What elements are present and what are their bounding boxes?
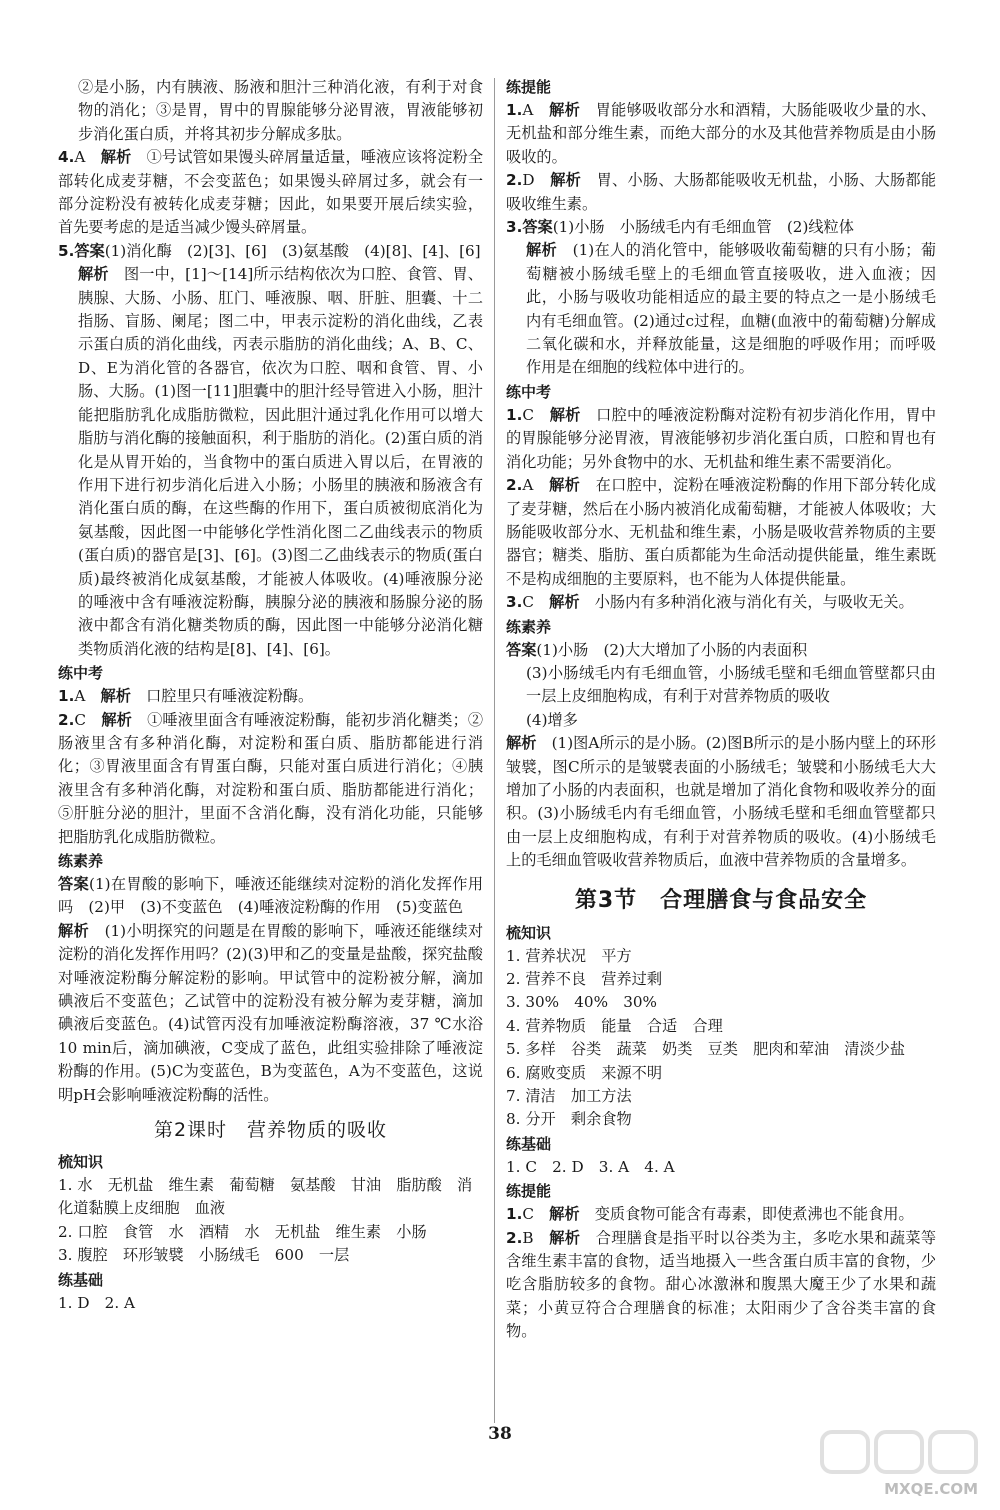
knowledge-right-7: 7. 清洁 加工方法 <box>506 1087 632 1106</box>
question-5: 5.答案(1)消化酶 (2)[3]、[6] (3)氨基酸 (4)[8]、[4]、[6] <box>58 241 481 260</box>
ability-right-question-1: 1.C 解析 变质食物可能含有毒素，即使煮沸也不能食用。 <box>506 1205 914 1224</box>
literacy-right-answer-4: (4)增多 <box>526 710 578 729</box>
exam-right-question-3: 3.C 解析 小肠内有多种消化液与消化有关，与吸收无关。 <box>506 593 914 612</box>
knowledge-right-4: 4. 营养物质 能量 合适 合理 <box>506 1016 723 1035</box>
question-5-analysis: 解析 图一中，[1]～[14]所示结构依次为口腔、食管、胃、胰腺、大肠、小肠、肛门、唾液腺、咽、肝脏、胆囊、十二指肠、盲肠、阑尾；图二中，甲表示淀粉的消化曲线，乙表示蛋白质的消化曲线，丙表示脂肪的消化曲线；A、B、C、D、E为消化管的各器官，依次为口腔、咽和食管、胃、小肠、大肠。(1)图一[11]胆囊中的胆汁经导管进入小肠，胆汁能把脂肪乳化成脂肪微粒，因此胆汁通过乳化作用可以增大脂肪与消化酶的接触面积，利于脂肪的消化。(2)蛋白质的消化是从胃开始的，当食物中的蛋白质进入胃以后，在胃液的作用下进行初步消化后进入小肠；小肠里的胰液和肠液含有消化蛋白质的酶，在这些酶的作用下，蛋白质被彻底消化为氨基酸，因此图一中能够化学性消化图二乙曲线表示的物质(蛋白质)的器官是[3]、[6]。(3)图二乙曲线表示的物质(蛋白质)最终被消化成氨基酸，才能被人体吸收。(4)唾液腺分泌的唾液中含有唾液淀粉酶，胰腺分泌的胰液和肠腺分泌的肠液中都含有消化糖类物质的酶，因此图一中能够分泌消化糖类物质消化液的结构是[8]、[4]、[6]。 <box>78 265 483 658</box>
ability-right-question-2: 2.B 解析 合理膳食是指平时以谷类为主，多吃水果和蔬菜等含维生素丰富的食物，适当地摄入一些含蛋白质丰富的食物，少吃含脂肪较多的食物。甜心冰激淋和腹黑大魔王少了水果和蔬菜；小黄豆符合合理膳食的标准；太阳雨少了含谷类丰富的食物。 <box>506 1228 937 1341</box>
subheading-basics: 练基础 <box>58 1270 104 1289</box>
subheading-knowledge-right: 梳知识 <box>506 923 552 942</box>
knowledge-right-8: 8. 分开 剩余食物 <box>506 1110 632 1129</box>
right-column <box>506 76 936 1344</box>
knowledge-item-1: 1. 水 无机盐 维生素 葡萄糖 氨基酸 甘油 脂肪酸 消化道黏膜上皮细胞 血液 <box>58 1176 473 1218</box>
knowledge-right-6: 6. 腐败变质 来源不明 <box>506 1063 663 1082</box>
subheading-literacy-practice: 练素养 <box>58 852 104 870</box>
ability-question-3-analysis: 解析 (1)在人的消化管中，能够吸收葡萄糖的只有小肠；葡萄糖被小肠绒毛壁上的毛细血管直接吸收，进入血液；因此，小肠与吸收功能相适应的最主要的特点之一是小肠绒毛内有毛细血管。(2)通过c过程，血糖(血液中的葡萄糖)分解成二氧化碳和水，并释放能量，这是细胞的呼吸作用；而呼吸作用是在细胞的线粒体中进行的。 <box>526 241 937 377</box>
subheading-ability-right-2: 练提能 <box>506 1182 552 1201</box>
literacy-answer: 答案(1)在胃酸的影响下，唾液还能继续对淀粉的消化发挥作用吗 (2)甲 (3)不变蓝色 (4)唾液淀粉酶的作用 (5)变蓝色 <box>58 875 484 917</box>
subheading-ability: 练提能 <box>506 78 552 96</box>
exam-question-2: 2.C 解析 ①唾液里面含有唾液淀粉酶，能初步消化糖类；②肠液里含有多种消化酶，对淀粉和蛋白质、脂肪都能进行消化；③胃液里面含有胃蛋白酶，只能对蛋白质进行消化；④胰液里含有多种消化酶，对淀粉和蛋白质、脂肪都能进行消化；⑤肝脏分泌的胆汁，里面不含消化酶，没有消化功能，只能够把脂肪乳化成脂肪微粒。 <box>58 710 484 846</box>
knowledge-right-1: 1. 营养状况 平方 <box>506 946 632 965</box>
knowledge-right-3: 3. 30% 40% 30% <box>506 993 657 1012</box>
knowledge-right-5: 5. 多样 谷类 蔬菜 奶类 豆类 肥肉和荤油 清淡少盐 <box>506 1040 906 1059</box>
section-title: 第3节 合理膳食与食品安全 <box>574 887 868 913</box>
knowledge-item-2: 2. 口腔 食管 水 酒精 水 无机盐 维生素 小肠 <box>58 1222 427 1241</box>
subheading-exam-practice-right: 练中考 <box>506 382 552 401</box>
basics-answers: 1. D 2. A <box>58 1293 135 1312</box>
exam-question-1: 1.A 解析 口腔里只有唾液淀粉酶。 <box>58 687 314 706</box>
knowledge-right-2: 2. 营养不良 营养过剩 <box>506 970 663 988</box>
knowledge-item-3: 3. 腹腔 环形皱襞 小肠绒毛 600 一层 <box>58 1246 350 1265</box>
ability-question-1: 1.A 解析 胃能够吸收部分水和酒精，大肠能吸收少量的水、无机盐和部分维生素，而绝大部分的水及其他营养物质是由小肠吸收的。 <box>506 101 937 166</box>
literacy-right-answer-1: 答案(1)小肠 (2)大大增加了小肠的内表面积 <box>506 640 808 659</box>
left-column <box>58 76 483 1315</box>
literacy-right-analysis: 解析 (1)图A所示的是小肠。(2)图B所示的是小肠内壁上的环形皱襞，图C所示的是皱襞表面的小肠绒毛；皱襞和小肠绒毛大大增加了小肠的内表面积，也就是增加了消化食物和吸收养分的面积。(3)小肠绒毛内有毛细血管，小肠绒毛壁和毛细血管壁都只由一层上皮细胞构成，有利于对营养物质的吸收。(4)小肠绒毛上的毛细血管吸收营养物质后，血液中营养物质的含量增多。 <box>506 734 937 870</box>
ability-question-3: 3.答案(1)小肠 小肠绒毛内有毛细血管 (2)线粒体 <box>506 218 854 237</box>
page-number: 38 <box>488 1424 512 1444</box>
ability-question-2: 2.D 解析 胃、小肠、大肠都能吸收无机盐，小肠、大肠都能吸收维生素。 <box>506 171 937 213</box>
exam-right-question-1: 1.C 解析 口腔中的唾液淀粉酶对淀粉有初步消化作用，胃中的胃腺能够分泌胃液，胃液能够初步消化蛋白质，口腔和胃也有消化功能；另外食物中的水、无机盐和维生素不需要消化。 <box>506 405 937 471</box>
column-divider <box>494 78 495 1423</box>
exam-right-question-2: 2.A 解析 在口腔中，淀粉在唾液淀粉酶的作用下部分转化成了麦芽糖，然后在小肠内被消化成葡萄糖，才能被人体吸收；大肠能吸收部分水、无机盐和维生素，小肠是吸收营养物质的主要器官；糖类、脂肪、蛋白质都能为生命活动提供能量，维生素既不是构成细胞的主要原料，也不能为人体提供能量。 <box>506 476 937 588</box>
literacy-right-answer-3: (3)小肠绒毛内有毛细血管，小肠绒毛壁和毛细血管壁都只由一层上皮细胞构成，有利于对营养物质的吸收 <box>526 663 936 706</box>
basics-right-answers: 1. C 2. D 3. A 4. A <box>506 1157 675 1176</box>
subheading-basics-right: 练基础 <box>506 1134 552 1153</box>
subheading-knowledge: 梳知识 <box>58 1153 104 1172</box>
subheading-exam-practice: 练中考 <box>58 664 104 683</box>
subheading-literacy-right: 练素养 <box>506 617 552 636</box>
lesson-title: 第2课时 营养物质的吸收 <box>153 1119 388 1142</box>
literacy-analysis: 解析 (1)小明探究的问题是在胃酸的影响下，唾液还能继续对淀粉的消化发挥作用吗？(2)(3)甲和乙的变量是盐酸，探究盐酸对唾液淀粉酶分解淀粉的影响。甲试管中的淀粉被分解，滴加碘液后不变蓝色；乙试管中的淀粉没有被分解为麦芽糖，滴加碘液后变蓝色。(4)试管丙没有加唾液淀粉酶溶液，37 ℃水浴10 min后，滴加碘液，C变成了蓝色，此组实验排除了唾液淀粉酶的作用。(5)C为变蓝色，B为变蓝色，A为不变蓝色，这说明pH会影响唾液淀粉酶的活性。 <box>58 921 484 1104</box>
question-4: 4.A 解析 ①号试管如果馒头碎屑量适量，唾液应该将淀粉全部转化成麦芽糖，不会变蓝色；如果馒头碎屑过多，就会有一部分淀粉没有被转化成麦芽糖；因此，如果要开展后续实验，首先要考虑的是适当减少馒头碎屑量。 <box>58 148 484 237</box>
watermark-url: MXQE.COM <box>884 1480 978 1498</box>
continued-paragraph: ②是小肠，内有胰液、肠液和胆汁三种消化液，有利于对食物的消化；③是胃，胃中的胃腺能够分泌胃液，胃液能够初步消化蛋白质，并将其初步分解成多肽。 <box>78 78 483 143</box>
